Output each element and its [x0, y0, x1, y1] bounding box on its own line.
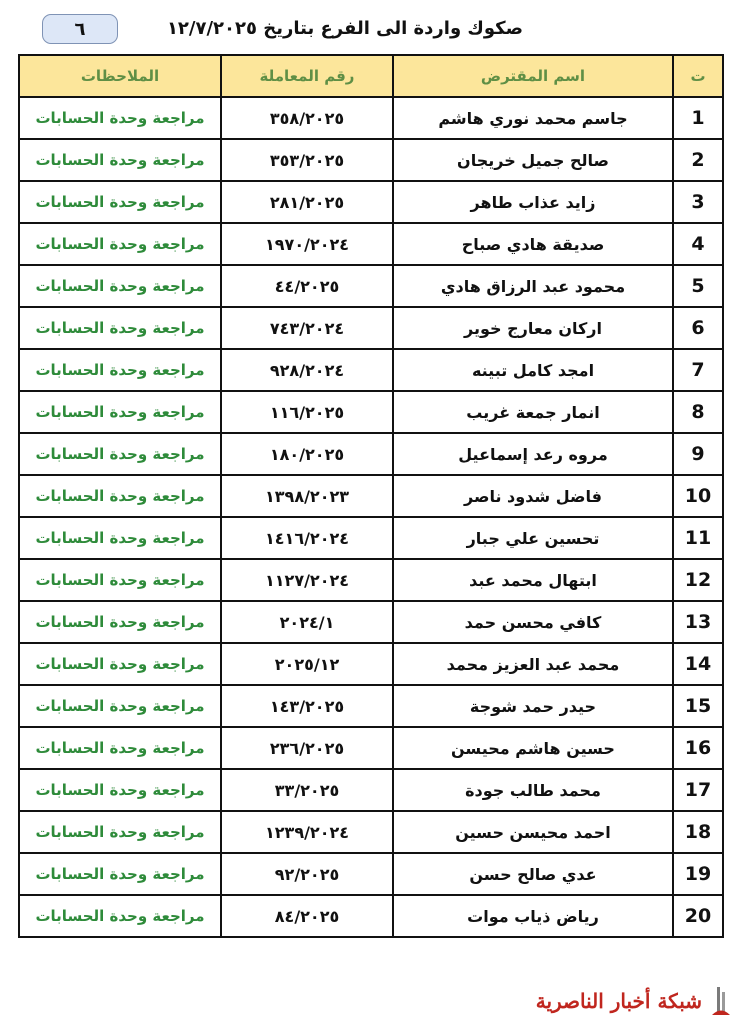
row-borrower-name: فاضل شدود ناصر — [393, 475, 673, 517]
row-borrower-name: ابتهال محمد عبد — [393, 559, 673, 601]
row-seq: 5 — [673, 265, 723, 307]
row-seq: 9 — [673, 433, 723, 475]
row-transaction-no: ٢٣٦/٢٠٢٥ — [221, 727, 393, 769]
table-row — [19, 391, 723, 433]
row-borrower-name: امجد كامل تبينه — [393, 349, 673, 391]
row-notes: مراجعة وحدة الحسابات — [19, 391, 221, 433]
row-seq: 17 — [673, 769, 723, 811]
row-borrower-name: كافي محسن حمد — [393, 601, 673, 643]
row-transaction-no: ١١٢٧/٢٠٢٤ — [221, 559, 393, 601]
table-row — [19, 433, 723, 475]
column-header-seq: ت — [673, 55, 723, 97]
row-borrower-name: صديقة هادي صباح — [393, 223, 673, 265]
row-borrower-name: حسين هاشم محيسن — [393, 727, 673, 769]
table-row — [19, 643, 723, 685]
row-notes: مراجعة وحدة الحسابات — [19, 139, 221, 181]
row-notes: مراجعة وحدة الحسابات — [19, 181, 221, 223]
row-borrower-name: محمد عبد العزيز محمد — [393, 643, 673, 685]
row-transaction-no: ١٤١٦/٢٠٢٤ — [221, 517, 393, 559]
footer-logo — [498, 982, 734, 1020]
table-row — [19, 307, 723, 349]
row-seq: 11 — [673, 517, 723, 559]
row-notes: مراجعة وحدة الحسابات — [19, 475, 221, 517]
row-transaction-no: ١٩٧٠/٢٠٢٤ — [221, 223, 393, 265]
row-borrower-name: محمد طالب جودة — [393, 769, 673, 811]
row-borrower-name: اركان معارج خوير — [393, 307, 673, 349]
table-row — [19, 349, 723, 391]
row-borrower-name: مروه رعد إسماعيل — [393, 433, 673, 475]
column-header-name: اسم المقترض — [393, 55, 673, 97]
row-borrower-name: احمد محيسن حسين — [393, 811, 673, 853]
row-notes: مراجعة وحدة الحسابات — [19, 685, 221, 727]
row-notes: مراجعة وحدة الحسابات — [19, 433, 221, 475]
row-seq: 10 — [673, 475, 723, 517]
row-borrower-name: صالح جميل خريجان — [393, 139, 673, 181]
logo-emblem-icon — [708, 984, 734, 1018]
row-transaction-no: ١١٦/٢٠٢٥ — [221, 391, 393, 433]
row-seq: 19 — [673, 853, 723, 895]
row-seq: 15 — [673, 685, 723, 727]
page-number-badge: ٦ — [42, 14, 118, 44]
row-transaction-no: ٨٤/٢٠٢٥ — [221, 895, 393, 937]
table-row — [19, 769, 723, 811]
table-row — [19, 727, 723, 769]
table-header-row — [19, 55, 723, 97]
row-seq: 1 — [673, 97, 723, 139]
row-transaction-no: ٣٥٣/٢٠٢٥ — [221, 139, 393, 181]
table-row — [19, 517, 723, 559]
row-notes: مراجعة وحدة الحسابات — [19, 349, 221, 391]
row-seq: 4 — [673, 223, 723, 265]
row-notes: مراجعة وحدة الحسابات — [19, 895, 221, 937]
row-notes: مراجعة وحدة الحسابات — [19, 223, 221, 265]
row-transaction-no: ٢٠٢٥/١٢ — [221, 643, 393, 685]
row-notes: مراجعة وحدة الحسابات — [19, 307, 221, 349]
row-borrower-name: حيدر حمد شوجة — [393, 685, 673, 727]
row-borrower-name: زايد عذاب طاهر — [393, 181, 673, 223]
row-notes: مراجعة وحدة الحسابات — [19, 727, 221, 769]
row-transaction-no: ٣٣/٢٠٢٥ — [221, 769, 393, 811]
table-row — [19, 685, 723, 727]
row-transaction-no: ١٣٩٨/٢٠٢٣ — [221, 475, 393, 517]
table-row — [19, 811, 723, 853]
row-borrower-name: انمار جمعة غريب — [393, 391, 673, 433]
row-borrower-name: محمود عبد الرزاق هادي — [393, 265, 673, 307]
row-transaction-no: ٩٢/٢٠٢٥ — [221, 853, 393, 895]
row-seq: 13 — [673, 601, 723, 643]
table-row — [19, 475, 723, 517]
row-transaction-no: ٣٥٨/٢٠٢٥ — [221, 97, 393, 139]
table-row — [19, 139, 723, 181]
row-borrower-name: رياض ذياب موات — [393, 895, 673, 937]
row-notes: مراجعة وحدة الحسابات — [19, 97, 221, 139]
document-title: صكوك واردة الى الفرع بتاريخ ١٢/٧/٢٠٢٥ — [166, 18, 524, 39]
row-notes: مراجعة وحدة الحسابات — [19, 769, 221, 811]
borrowers-table — [18, 54, 724, 938]
column-header-notes: الملاحظات — [19, 55, 221, 97]
row-seq: 3 — [673, 181, 723, 223]
row-seq: 20 — [673, 895, 723, 937]
row-notes: مراجعة وحدة الحسابات — [19, 853, 221, 895]
table-row — [19, 601, 723, 643]
row-transaction-no: ٧٤٣/٢٠٢٤ — [221, 307, 393, 349]
row-seq: 6 — [673, 307, 723, 349]
row-seq: 14 — [673, 643, 723, 685]
row-notes: مراجعة وحدة الحسابات — [19, 811, 221, 853]
row-borrower-name: جاسم محمد نوري هاشم — [393, 97, 673, 139]
row-seq: 8 — [673, 391, 723, 433]
table-row — [19, 559, 723, 601]
column-header-transaction-no: رقم المعاملة — [221, 55, 393, 97]
row-notes: مراجعة وحدة الحسابات — [19, 601, 221, 643]
row-seq: 18 — [673, 811, 723, 853]
table-row — [19, 265, 723, 307]
table-row — [19, 895, 723, 937]
row-notes: مراجعة وحدة الحسابات — [19, 517, 221, 559]
row-borrower-name: تحسين علي جبار — [393, 517, 673, 559]
row-seq: 12 — [673, 559, 723, 601]
row-transaction-no: ٢٠٢٤/١ — [221, 601, 393, 643]
row-seq: 7 — [673, 349, 723, 391]
row-notes: مراجعة وحدة الحسابات — [19, 559, 221, 601]
row-seq: 16 — [673, 727, 723, 769]
row-seq: 2 — [673, 139, 723, 181]
table-row — [19, 853, 723, 895]
row-notes: مراجعة وحدة الحسابات — [19, 265, 221, 307]
table-row — [19, 97, 723, 139]
row-transaction-no: ١٤٣/٢٠٢٥ — [221, 685, 393, 727]
logo-text: شبكة أخبار الناصرية — [535, 989, 702, 1013]
row-transaction-no: ٤٤/٢٠٢٥ — [221, 265, 393, 307]
table-row — [19, 181, 723, 223]
row-transaction-no: ١٨٠/٢٠٢٥ — [221, 433, 393, 475]
row-notes: مراجعة وحدة الحسابات — [19, 643, 221, 685]
row-transaction-no: ٩٢٨/٢٠٢٤ — [221, 349, 393, 391]
table-row — [19, 223, 723, 265]
row-transaction-no: ١٢٣٩/٢٠٢٤ — [221, 811, 393, 853]
row-transaction-no: ٢٨١/٢٠٢٥ — [221, 181, 393, 223]
row-borrower-name: عدي صالح حسن — [393, 853, 673, 895]
